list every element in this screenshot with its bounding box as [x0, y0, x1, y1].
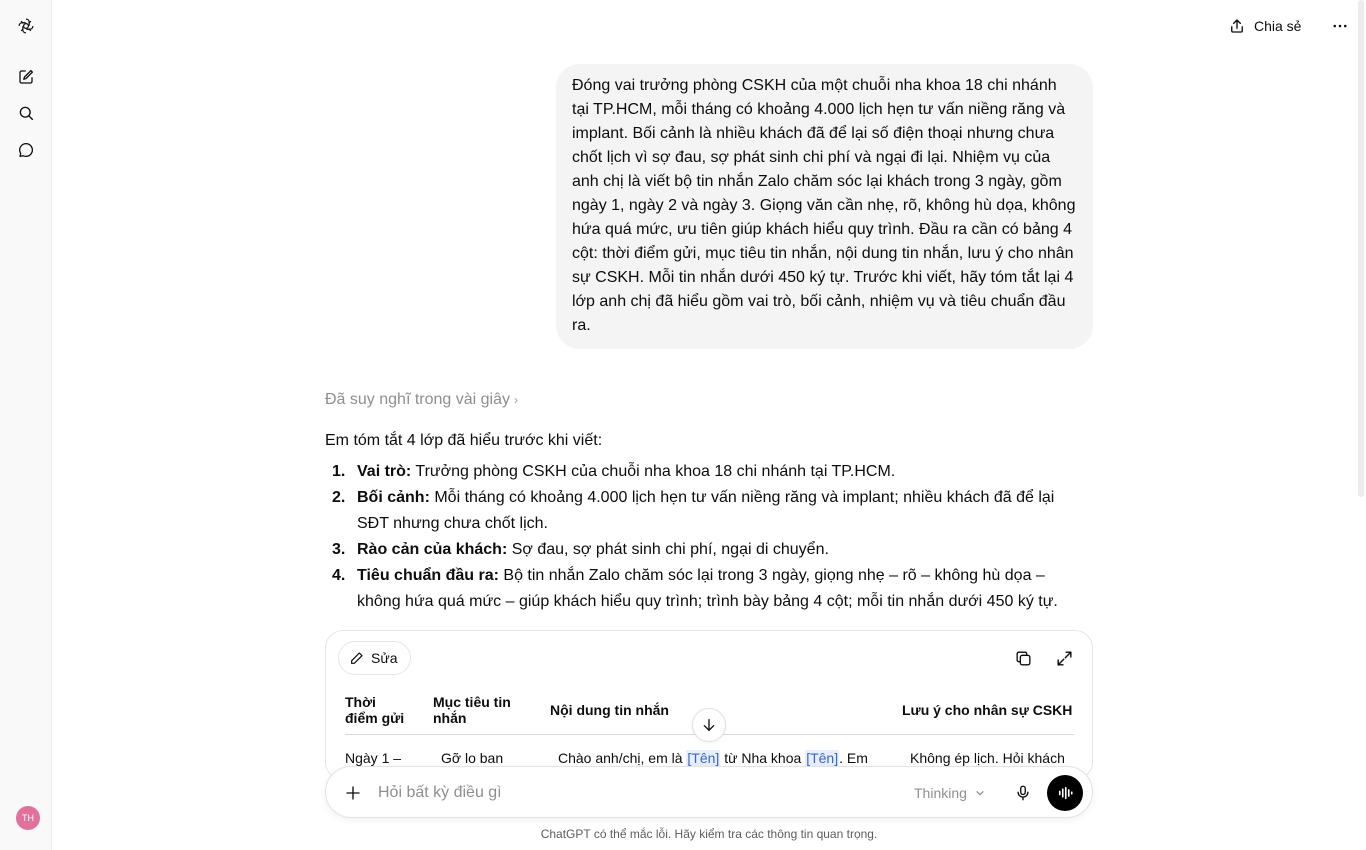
scroll-down-button[interactable]: [692, 708, 726, 742]
list-item-label: Vai trò:: [357, 463, 412, 480]
list-item: [325, 485, 1085, 537]
chevron-right-icon: ›: [514, 393, 518, 407]
placeholder-token: [Tên]: [806, 750, 839, 766]
assistant-intro: Em tóm tắt 4 lớp đã hiểu trước khi viết:: [325, 432, 603, 449]
column-header-content: Nội dung tin nhắn: [550, 702, 669, 718]
list-item-label: Rào cản của khách:: [357, 541, 508, 558]
thinking-label: Đã suy nghĩ trong vài giây: [325, 391, 510, 408]
list-item: [325, 459, 1085, 485]
list-item-label: Tiêu chuẩn đầu ra:: [357, 567, 499, 584]
list-item-text: Mỗi tháng có khoảng 4.000 lịch hẹn tư vấn niềng răng và implant; nhiều khách đã để lại SĐT nhưng chưa chốt lịch.: [357, 489, 1055, 532]
column-header-goal: Mục tiêu tin nhắn: [433, 694, 511, 726]
list-item-label: Bối cảnh:: [357, 489, 430, 506]
new-chat-icon[interactable]: [12, 63, 40, 91]
list-number: 2.: [332, 489, 346, 506]
chat-bubble-icon[interactable]: [12, 136, 40, 164]
list-item: [325, 563, 1085, 615]
more-options-icon[interactable]: [1328, 14, 1352, 38]
column-header-time: Thời điểm gửi: [345, 694, 405, 726]
list-item-text: Sợ đau, sợ phát sinh chi phí, ngại di chuyển.: [507, 541, 829, 558]
table-cell-content: Chào anh/chị, em là [Tên] từ Nha khoa [Tên]. Em: [558, 750, 868, 766]
table-cell-goal: Gỡ lo ban: [441, 750, 504, 766]
disclaimer: ChatGPT có thể mắc lỗi. Hãy kiểm tra các thông tin quan trọng.: [540, 827, 878, 841]
chevron-down-icon: [975, 788, 985, 798]
model-label: Thinking: [914, 785, 967, 801]
share-button[interactable]: [1228, 14, 1301, 38]
avatar-initials: TH: [22, 813, 34, 823]
edit-label: Sửa: [371, 650, 398, 666]
scrollbar[interactable]: [1358, 0, 1364, 497]
sidebar-rail: [0, 0, 52, 850]
chatgpt-logo-icon[interactable]: [12, 12, 40, 40]
share-icon: [1228, 17, 1246, 35]
edit-button[interactable]: [338, 641, 411, 675]
plus-icon[interactable]: [340, 780, 366, 806]
thinking-toggle[interactable]: [325, 388, 518, 412]
placeholder-token: [Tên]: [687, 750, 720, 766]
table-cell-note: Không ép lịch. Hỏi khách: [910, 750, 1065, 766]
composer: [325, 766, 1093, 818]
arrow-down-icon: [701, 717, 717, 733]
expand-icon[interactable]: [1053, 647, 1075, 669]
list-number: 3.: [332, 541, 346, 558]
voice-mode-button[interactable]: [1047, 775, 1083, 811]
summary-list: [325, 459, 1085, 615]
list-item: [325, 537, 1085, 563]
list-number: 1.: [332, 463, 346, 480]
list-item-text: Trưởng phòng CSKH của chuỗi nha khoa 18 chi nhánh tại TP.HCM.: [411, 463, 896, 480]
model-selector[interactable]: [914, 783, 985, 803]
table-canvas-card: [325, 630, 1093, 780]
user-message-bubble: Đóng vai trưởng phòng CSKH của một chuỗi nha khoa 18 chi nhánh tại TP.HCM, mỗi tháng có khoảng 4.000 lịch hẹn tư vấn niềng răng và implant. Bối cảnh là nhiều khách đã để lại số điện thoại nhưng chưa chốt lịch vì sợ đau, sợ phát sinh chi phí và ngại đi lại. Nhiệm vụ của anh chị là viết bộ tin nhắn Zalo chăm sóc lại khách trong 3 ngày, gồm ngày 1, ngày 2 và ngày 3. Giọng văn cần nhẹ, rõ, không hù dọa, không hứa quá mức, ưu tiên giúp khách hiểu quy trình. Đầu ra cần có bảng 4 cột: thời điểm gửi, mục tiêu tin nhắn, nội dung tin nhắn, lưu ý cho nhân sự CSKH. Mỗi tin nhắn dưới 450 ký tự. Trước khi viết, hãy tóm tắt lại 4 lớp anh chị đã hiểu gồm vai trò, bối cảnh, nhiệm vụ và tiêu chuẩn đầu ra.: [556, 64, 1093, 349]
search-icon[interactable]: [12, 99, 40, 127]
column-header-note: Lưu ý cho nhân sự CSKH: [902, 702, 1073, 718]
microphone-icon[interactable]: [1010, 780, 1036, 806]
list-item-text: Bộ tin nhắn Zalo chăm sóc lại trong 3 ngày, giọng nhẹ – rõ – không hù dọa – không hứa quá mức – giúp khách hiểu quy trình; trình bày bảng 4 cột; mỗi tin nhắn dưới 450 ký tự.: [357, 567, 1058, 610]
table-cell-time: Ngày 1 –: [345, 750, 402, 766]
copy-icon[interactable]: [1012, 647, 1034, 669]
list-number: 4.: [332, 567, 346, 584]
pencil-icon: [349, 650, 365, 666]
share-label: Chia sẻ: [1254, 18, 1302, 34]
prompt-input[interactable]: [378, 781, 878, 805]
waveform-icon: [1056, 784, 1074, 802]
